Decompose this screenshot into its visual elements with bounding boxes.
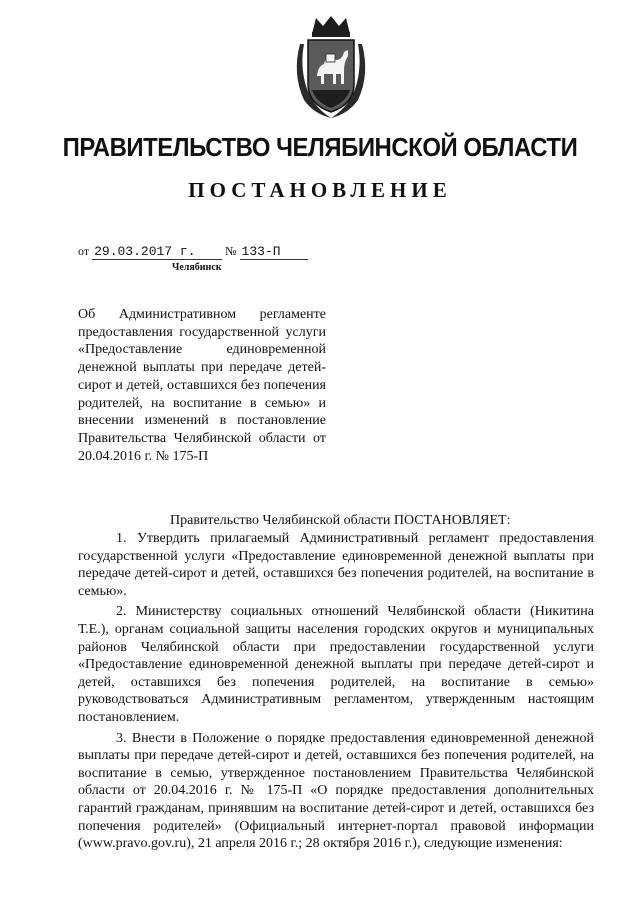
from-label: от [78, 244, 90, 258]
number-label: № [225, 244, 237, 258]
document-type: ПОСТАНОВЛЕНИЕ [188, 178, 452, 202]
paragraph-2: 2. Министерству социальных отношений Челябинской области (Никитина Т.Е.), органам социальной защиты населения городских округов и муниципальных районов Челябинской области при предоставлении государственной услуги «Предоставление единовременной денежной выплаты при передаче детей-сирот и детей, оставшихся без попечения родителей, на воспитание в семью» руководствоваться Административным регламентом, утвержденным настоящим постановлением. [78, 604, 594, 725]
coat-of-arms-icon [290, 14, 372, 120]
document-subject: Об Административном регламенте предоставления государственной услуги «Предоставление единовременной денежной выплаты при передаче детей-сирот и детей, оставшихся без попечения родителей, на воспитание в семью» и внесении изменений в постановление Правительства Челябинской области от 20.04.2016 г. № 175-П [78, 307, 326, 464]
resolution-lead: Правительство Челябинской области ПОСТАНОВЛЯЕТ: [170, 513, 511, 528]
government-title: ПРАВИТЕЛЬСТВО ЧЕЛЯБИНСКОЙ ОБЛАСТИ [62, 132, 578, 162]
paragraph-1: 1. Утвердить прилагаемый Административный регламент предоставления государственной услуги «Предоставление единовременной денежной выплаты при передаче детей-сирот и детей, оставшихся без попечения родителей, на воспитание в семью». [78, 531, 594, 599]
document-date: 29.03.2017 г. [92, 244, 222, 260]
document-meta [78, 244, 308, 260]
document-number: 133-П [240, 244, 308, 260]
paragraph-3: 3. Внести в Положение о порядке предоставления единовременной денежной выплаты при передаче детей-сирот и детей, оставшихся без попечения родителей, на воспитание в семью, утвержденное постановлением Правительства Челябинской области от 20.04.2016 г. № 175-П «О порядке предоставления дополнительных гарантий гражданам, принявшим на воспитание детей-сирот и детей, оставшихся без попечения родителей» (Официальный интернет-портал правовой информации (www.pravo.gov.ru), 21 апреля 2016 г.; 28 октября 2016 г.), следующие изменения: [78, 730, 594, 852]
document-body [78, 530, 594, 853]
city-name: Челябинск [172, 262, 222, 273]
